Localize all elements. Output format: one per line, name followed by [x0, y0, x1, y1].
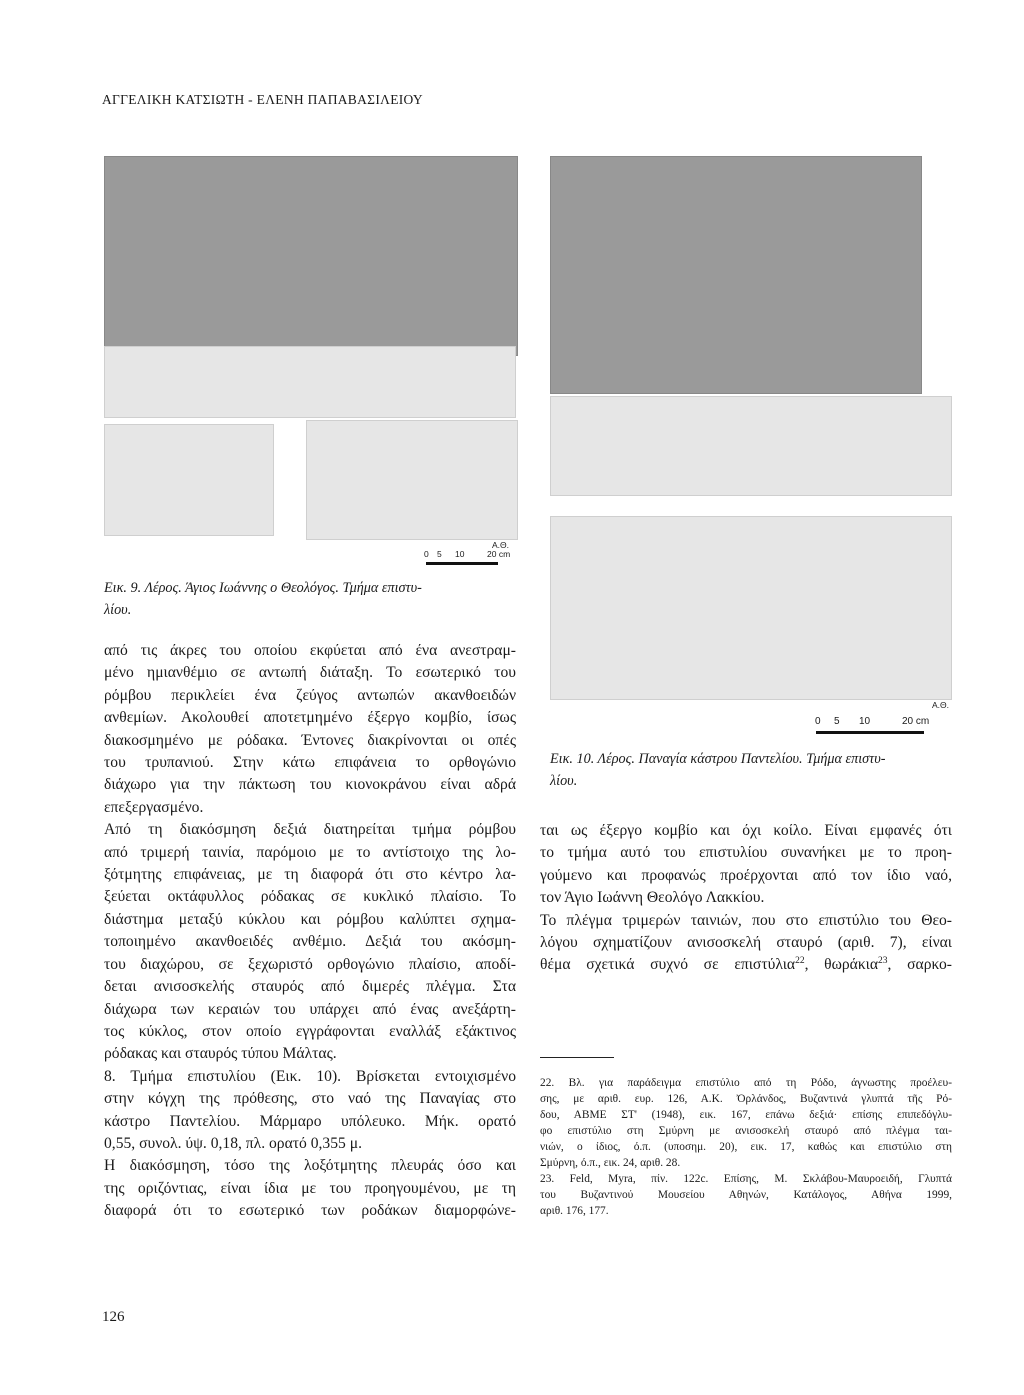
left-column [104, 640, 516, 1223]
body-line: Από τη διακόσμηση δεξιά διατηρείται τμήμα ρόμβου [104, 821, 516, 839]
fig9-initials: Α.Θ. [492, 540, 510, 550]
footnote-ref-22[interactable]: 22 [795, 956, 805, 967]
fig10-drawing-top [550, 396, 952, 496]
footnote-rule [540, 1057, 614, 1058]
body-line: το τμήμα αυτό του επιστυλίου συνανήκει με το προη- [540, 844, 952, 862]
body-line: λόγου σχηματίζουν ανισοσκελή σταυρό (αριθ. 7), είναι [540, 934, 952, 952]
fig9-scale-10: 10 [455, 549, 465, 559]
body-line: τον Άγιο Ιωάννη Θεολόγο Λακκίου. [540, 889, 765, 907]
fig9-drawing-top [104, 346, 516, 418]
fig10-scale-5: 5 [834, 716, 840, 727]
body-line: ξότμητης επιφάνειας, με τη διαφορά ότι στο κέντρο λα- [104, 866, 516, 884]
body-line: Η διακόσμηση, τόσο της λοξότμητης πλευράς όσο και [104, 1157, 516, 1175]
body-line: στην κόγχη της πρόθεσης, στο ναό της Παναγίας στο [104, 1090, 516, 1108]
fig10-scale-0: 0 [815, 716, 821, 727]
fig10-caption: Εικ. 10. Λέρος. Παναγία κάστρου Παντελίου. Τμήμα επιστυ- λίου. [550, 751, 886, 789]
body-line: ξεύεται οκτάφυλλος ρόδακας σε κυκλικό πλαίσιο. Το [104, 888, 516, 906]
body-line: τοποιημένο ακανθοειδές ανθέμιο. Δεξιά του ακόσμη- [104, 933, 516, 951]
footnote-line: σης, με αριθ. ευρ. 126, Α.Κ. Ὀρλάνδος, Βυζαντινά γλυπτά τῆς Ρό- [540, 1093, 952, 1105]
body-line: διαφορά ότι το εσωτερικό των ροδάκων διαμορφώνε- [104, 1202, 516, 1220]
body-line: μένο ημιανθέμιο σε αντωπή διάταξη. Το εσωτερικό του [104, 664, 516, 682]
fig9-scale-bar [426, 562, 498, 565]
fig10-drawing-bottom [550, 516, 952, 700]
fig10-scale-bar [816, 731, 924, 734]
body-line: του τρυπανιού. Στην κάτω επιφάνεια το ορθογώνιο [104, 754, 516, 772]
footnotes [540, 1075, 952, 1219]
fig10-initials: Α.Θ. [932, 700, 950, 710]
body-line: θέμα σχετικά συχνό σε επιστύλια$^{22}$, θωράκια$^{23}$, σαρκο- [540, 956, 952, 974]
body-line: από τριμερή ταινία, παρόμοιο με το αντίστοιχο της λο- [104, 843, 516, 861]
fig10-photo [550, 156, 922, 394]
running-head: ΑΓΓΕΛΙΚΗ ΚΑΤΣΙΩΤΗ - ΕΛΕΝΗ ΠΑΠΑΒΑΣΙΛΕΙΟΥ [102, 92, 423, 107]
body-line: διακοσμημένο με ρόδακα. Έντονες διακρίνονται οι οπές [104, 731, 516, 749]
body-line: του διαχώρου, σε ξεχωριστό ορθογώνιο πλαίσιο, αποδί- [104, 955, 516, 973]
footnote-line: του Βυζαντινού Μουσείου Αθηνών, Κατάλογος, Αθήνα 1999, [540, 1189, 952, 1201]
body-line: διάχωρο για την πάκτωση του κιονοκράνου είναι αδρά [104, 776, 516, 794]
body-line: επεξεργασμένο. [104, 798, 204, 816]
fig9-photo [104, 156, 518, 356]
footnote-line: νιών, ο ίδιος, ό.π. (υποσημ. 20), εικ. 17, καθώς και επιστύλιο στη [540, 1141, 952, 1153]
body-line: διάστημα μεταξύ κύκλου και ρόμβου καλύπτει σχημα- [104, 910, 516, 928]
body-line: τος κύκλος, στον οποίο εγγράφονται εναλλάξ εξάκτινος [104, 1022, 516, 1040]
footnote-line: φο επιστύλιο στη Σμύρνη με ανισοσκελή σταυρό από πλέγμα ται- [540, 1125, 952, 1137]
fig10-scale-10: 10 [859, 716, 871, 727]
body-line: ρόδακας και σταυρός τύπου Μάλτας. [104, 1045, 337, 1063]
footnote-line: 23. Feld, Myra, πίν. 122c. Επίσης, Μ. Σκλάβου-Μαυροειδή, Γλυπτά [540, 1173, 952, 1185]
footnote-line: 22. Βλ. για παράδειγμα επιστύλιο από τη Ρόδο, άγνωστης προέλευ- [540, 1077, 952, 1089]
body-line: της οριζόντιας, είναι ίδια με του προηγουμένου, με τη [104, 1179, 516, 1197]
footnote-ref-23[interactable]: 23 [878, 956, 888, 967]
fig9-caption: Εικ. 9. Λέρος. Άγιος Ιωάννης ο Θεολόγος. Τμήμα επιστυ- λίου. [104, 580, 422, 618]
body-line: 8. Τμήμα επιστυλίου (Εικ. 10). Βρίσκεται εντοιχισμένο [104, 1067, 516, 1085]
right-column [540, 820, 952, 977]
body-line: ανθεμίων. Ακολουθεί αποτετμημένο έξεργο κομβίο, ίσως [104, 709, 516, 727]
fig9-scale-0: 0 [424, 549, 429, 559]
body-line: δεται ανισοσκελής σταυρός από διμερές πλέγμα. Στα [104, 978, 516, 996]
fig9-drawing-right [306, 420, 518, 540]
body-line: από τις άκρες του οποίου εκφύεται από ένα ανεστραμ- [104, 642, 516, 659]
body-line: διάχωρα των κεραιών του υπάρχει από ένας ανεξάρτη- [104, 1000, 516, 1018]
body-line: ρόμβου περικλείει ένα ζεύγος αντωπών ακανθοειδών [104, 686, 516, 704]
fig9-drawing-left [104, 424, 274, 536]
footnote-line: αριθ. 176, 177. [540, 1205, 609, 1217]
page-number: 126 [102, 1309, 125, 1325]
fig10-scale-20: 20 cm [902, 716, 930, 727]
footnote-line: δου, ΑΒΜΕ ΣΤ' (1948), εικ. 167, επάνω δεξιά· επίσης επιπεδόγλυ- [540, 1109, 952, 1121]
body-line: Το πλέγμα τριμερών ταινιών, που στο επιστύλιο του Θεο- [540, 911, 952, 929]
body-line: κάστρο Παντελίου. Μάρμαρο υπόλευκο. Μήκ. ορατό [104, 1112, 516, 1130]
fig9-scale-20: 20 cm [487, 549, 511, 559]
body-line: ται ως έξεργο κομβίο και όχι κοίλο. Είναι εμφανές ότι [540, 822, 952, 839]
footnote-line: Σμύρνη, ό.π., εικ. 24, αριθ. 28. [540, 1157, 681, 1169]
fig9-scale-5: 5 [437, 549, 442, 559]
body-line: γούμενο και προφανώς προέρχονται από τον ίδιο ναό, [540, 866, 952, 884]
body-line: 0,55, συνολ. ύψ. 0,18, πλ. ορατό 0,355 μ. [104, 1134, 362, 1152]
